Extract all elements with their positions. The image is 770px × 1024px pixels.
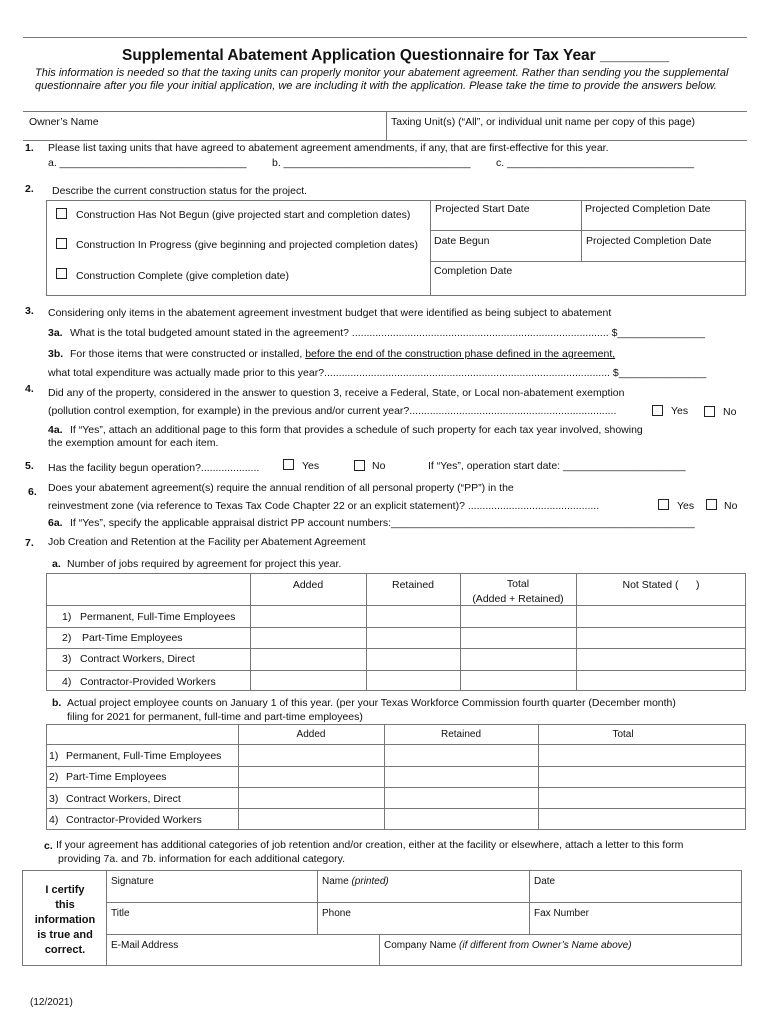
name-printed-note: (printed)	[351, 876, 389, 887]
q2-text: Describe the current construction status for the project.	[52, 185, 308, 197]
q7c-label: c.	[44, 840, 53, 852]
actual-counts-row-rule-2	[46, 787, 746, 788]
q4-yes-checkbox[interactable]	[652, 405, 663, 416]
q3b-label: 3b.	[48, 348, 64, 360]
b-row-1-num: 1)	[49, 750, 59, 762]
email-field[interactable]: E-Mail Address	[111, 940, 179, 951]
signature-field[interactable]: Signature	[111, 876, 154, 887]
a-row-4-label: Contractor-Provided Workers	[80, 676, 216, 688]
a-row-3-num: 3)	[62, 653, 72, 665]
date-field[interactable]: Date	[534, 876, 556, 887]
col-not-stated[interactable]: Not Stated ( )	[622, 579, 700, 591]
q5-text: Has the facility begun operation?....................	[48, 462, 260, 474]
header-rule-bottom	[23, 140, 747, 141]
q7-number: 7.	[25, 537, 34, 549]
actual-counts-row-rule-3	[46, 808, 746, 809]
b-row-1-label: Permanent, Full-Time Employees	[66, 750, 222, 762]
q6a-label: 6a.	[48, 517, 63, 529]
page-title: Supplemental Abatement Application Questionnaire for Tax Year ________	[122, 47, 669, 64]
q6-yes-label: Yes	[677, 500, 695, 512]
actual-counts-header-rule	[46, 744, 746, 745]
complete-label: Construction Complete (give completion date)	[76, 270, 290, 282]
q5-yes-checkbox[interactable]	[283, 459, 294, 470]
a-row-4-num: 4)	[62, 676, 72, 688]
b-col-retained: Retained	[440, 729, 482, 740]
b-col-total: Total	[612, 729, 634, 740]
company-name-label: Company Name	[384, 940, 457, 951]
owner-name-label: Owner’s Name	[29, 116, 99, 128]
b-row-2-num: 2)	[49, 771, 59, 783]
q7a-label: a.	[52, 558, 61, 570]
q7a-text: Number of jobs required by agreement for project this year.	[67, 558, 342, 570]
q5-no-checkbox[interactable]	[354, 460, 365, 471]
q3b-underlined: before the end of the construction phase defined in the agreement,	[305, 348, 616, 360]
q1-number: 1.	[25, 142, 34, 154]
projected-start-date-field[interactable]: Projected Start Date	[435, 203, 530, 215]
q3a-label: 3a.	[48, 327, 63, 339]
b-row-4-num: 4)	[49, 814, 59, 826]
cert-divider-4	[379, 934, 380, 966]
q6-number: 6.	[28, 486, 37, 498]
taxing-units-label: Taxing Unit(s) (“All”, or individual unit name per copy of this page)	[391, 116, 696, 128]
company-name-note: (if different from Owner’s Name above)	[459, 940, 632, 951]
a-row-2-num: 2)	[62, 632, 72, 644]
intro-text: This information is needed so that the taxing units can properly monitor your abatement agreement. Rather than sending you the supplemental questionnaire after you file your initial application, we are including it with the application. Please take the time to provide the answers below.	[35, 67, 729, 92]
q7b-label: b.	[52, 697, 62, 709]
q3b-text2[interactable]: what total expenditure was actually made prior to this year?.................................................................................................. $_______________	[48, 367, 707, 379]
q7c-text2: providing 7a. and 7b. information for each additional category.	[58, 853, 345, 865]
header-divider	[386, 111, 387, 140]
date-begun-field[interactable]: Date Begun	[434, 235, 490, 247]
b-row-3-label: Contract Workers, Direct	[66, 793, 181, 805]
in-progress-checkbox[interactable]	[56, 238, 67, 249]
q6-text2: reinvestment zone (via reference to Texas Tax Code Chapter 22 or an explicit statement)? .............................................	[48, 500, 600, 512]
col-total-sub: (Added + Retained)	[472, 593, 564, 605]
q4a-label: 4a.	[48, 424, 63, 436]
q7c-text: If your agreement has additional categories of job retention and/or creation, either at the facility or elsewhere, attach a letter to this form	[56, 839, 684, 851]
not-begun-label: Construction Has Not Begun (give projected start and completion dates)	[76, 209, 411, 221]
q4-no-label: No	[723, 406, 737, 418]
col-retained: Retained	[391, 579, 435, 591]
a-row-1-num: 1)	[62, 611, 72, 623]
projected-completion-date-field-2[interactable]: Projected Completion Date	[586, 235, 712, 247]
cert-row-rule-2	[106, 934, 742, 935]
cert-row-rule-1	[106, 902, 742, 903]
completion-date-field[interactable]: Completion Date	[434, 265, 513, 277]
complete-checkbox[interactable]	[56, 268, 67, 279]
form-revision-date: (12/2021)	[30, 997, 73, 1008]
q5-yes-label: Yes	[302, 460, 320, 472]
q3-number: 3.	[25, 305, 34, 317]
q2-row-rule-2	[430, 261, 746, 262]
phone-field[interactable]: Phone	[322, 908, 351, 919]
q7-text: Job Creation and Retention at the Facility per Abatement Agreement	[48, 536, 366, 548]
q4a-text: If “Yes”, attach an additional page to this form that provides a schedule of such property for each tax year involved, showing	[70, 424, 643, 436]
col-added: Added	[292, 579, 324, 591]
q1-blank-c[interactable]: c. ________________________________	[496, 157, 694, 169]
q4-text2: (pollution control exemption, for example) in the previous and/or current year?.......................................................................	[48, 405, 617, 417]
q1-blank-a[interactable]: a. ________________________________	[48, 157, 247, 169]
b-row-3-num: 3)	[49, 793, 59, 805]
jobs-required-header-rule	[46, 605, 746, 606]
q4-no-checkbox[interactable]	[704, 406, 715, 417]
q7b-text: Actual project employee counts on January 1 of this year. (per your Texas Workforce Commission fourth quarter (December month)	[67, 697, 676, 709]
q6-no-label: No	[724, 500, 738, 512]
top-rule	[23, 37, 747, 38]
col-total: Total	[506, 578, 530, 590]
q6a-text[interactable]: If “Yes”, specify the applicable appraisal district PP account numbers:____________________________________________________	[70, 517, 695, 529]
b-row-2-label: Part-Time Employees	[66, 771, 167, 783]
q1-blank-b[interactable]: b. ________________________________	[272, 157, 471, 169]
certify-statement	[24, 883, 106, 958]
actual-counts-row-rule-1	[46, 766, 746, 767]
q3b-text	[70, 348, 615, 360]
not-begun-checkbox[interactable]	[56, 208, 67, 219]
q4-number: 4.	[25, 383, 34, 395]
certify-line-4: is true and	[37, 929, 93, 941]
q4-yes-label: Yes	[671, 405, 689, 417]
a-row-2-label: Part-Time Employees	[82, 632, 183, 644]
company-name-field[interactable]	[384, 940, 632, 951]
name-printed-field[interactable]	[322, 876, 389, 887]
q6-text: Does your abatement agreement(s) require the annual rendition of all personal property (“PP”) in the	[48, 482, 514, 494]
certify-line-3: information	[34, 914, 96, 926]
jobs-required-row-rule-2	[46, 648, 746, 649]
q3b-text-pre: For those items that were constructed or installed,	[70, 348, 306, 360]
a-row-1-label: Permanent, Full-Time Employees	[80, 611, 236, 623]
jobs-required-col-3	[460, 573, 461, 691]
operation-start-date[interactable]: If “Yes”, operation start date: _____________________	[428, 460, 686, 472]
certify-line-2: this	[55, 899, 75, 911]
header-rule-top	[23, 111, 747, 112]
q5-no-label: No	[372, 460, 386, 472]
q1-text: Please list taxing units that have agreed to abatement agreement amendments, if any, that are first-effective for this year.	[48, 142, 609, 154]
q2-divider-1	[430, 200, 431, 296]
q3a-text[interactable]: What is the total budgeted amount stated in the agreement? ........................................................................................ $_______________	[70, 327, 705, 339]
fax-field[interactable]: Fax Number	[534, 908, 590, 919]
name-printed-label: Name	[322, 876, 349, 887]
q6-yes-checkbox[interactable]	[658, 499, 669, 510]
a-row-3-label: Contract Workers, Direct	[80, 653, 195, 665]
title-field[interactable]: Title	[111, 908, 130, 919]
q2-row-rule-1	[430, 230, 746, 231]
in-progress-label: Construction In Progress (give beginning and projected completion dates)	[76, 239, 419, 251]
cert-divider-1	[106, 870, 107, 966]
q5-number: 5.	[25, 460, 34, 472]
q6-no-checkbox[interactable]	[706, 499, 717, 510]
jobs-required-row-rule-3	[46, 670, 746, 671]
q3-text: Considering only items in the abatement agreement investment budget that were identified as being subject to abatement	[48, 307, 612, 319]
jobs-required-row-rule-1	[46, 627, 746, 628]
b-row-4-label: Contractor-Provided Workers	[66, 814, 202, 826]
b-col-added: Added	[296, 729, 326, 740]
certify-line-5: correct.	[44, 944, 86, 956]
q7b-text2: filing for 2021 for permanent, full-time and part-time employees)	[67, 711, 363, 723]
q4-text: Did any of the property, considered in the answer to question 3, receive a Federal, State, or Local non-abatement exemption	[48, 387, 625, 399]
certify-line-1: I certify	[45, 884, 85, 896]
q2-number: 2.	[25, 183, 34, 195]
q4a-text2: the exemption amount for each item.	[48, 437, 219, 449]
projected-completion-date-field[interactable]: Projected Completion Date	[585, 203, 711, 215]
